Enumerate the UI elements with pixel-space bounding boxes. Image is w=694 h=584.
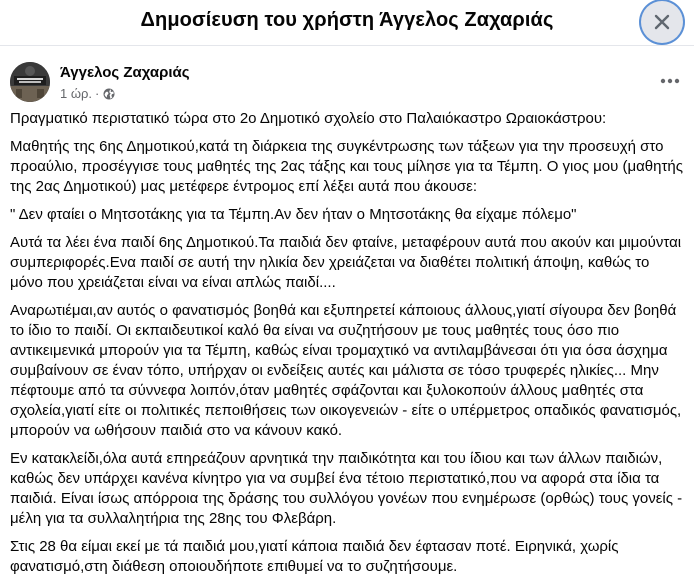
avatar[interactable] xyxy=(10,62,50,102)
post-paragraph: Στις 28 θα είμαι εκεί με τά παιδιά μου,γιατί κάποια παιδιά δεν έφτασαν ποτέ. Ειρηνικά, χωρίς φανατισμό,στη διάθεση οποιουδήποτε επιθυμεί να το συζητήσουμε. xyxy=(10,538,619,575)
close-button[interactable] xyxy=(641,1,683,43)
more-options-icon xyxy=(660,71,680,89)
post-paragraph: Μαθητής της 6ης Δημοτικού,κατά τη διάρκεια της συγκέντρωσης των τάξεων για την προσευχή στο προαύλιο, προσέγγισε τους μαθητές της 2ας τάξης και τους μίλησε για τα Τέμπη. Ο γιος μου (μαθητής της 2ας Δημοτικού) μας μετέφερε έντρομος επί λέξει αυτά που άκουσε: xyxy=(10,138,683,195)
post-paragraph: " Δεν φταίει ο Μητσοτάκης για τα Τέμπη.Αν δεν ήταν ο Μητσοτάκης θα είχαμε πόλεμο" xyxy=(10,206,577,223)
globe-icon[interactable] xyxy=(103,88,115,100)
post-timestamp[interactable]: 1 ώρ. xyxy=(60,86,92,101)
dialog-header xyxy=(0,0,694,46)
meta-separator: · xyxy=(95,86,100,101)
post-paragraph: Εν κατακλείδι,όλα αυτά επηρεάζουν αρνητικά την παιδικότητα και του ίδιου και των άλλων παιδιών, καθώς δεν υπάρχει κανένα κίνητρο για να συμβεί ένα τέτοιο περιστατικό,που να αφορά στα ίδια τα παιδιά. Είναι ίσως απόρροια της δράσης του συλλόγου γονέων που ενημέρωσε (ορθώς) τους γονείς - μέλη για τα συλλαλητήρια της 28ης του Φλεβάρη. xyxy=(10,450,683,527)
post-paragraph: Αναρωτιέμαι,αν αυτός ο φανατισμός βοηθά και εξυπηρετεί κάποιους άλλους,γιατί σίγουρα δεν βοηθά το ίδιο το παιδί. Οι εκπαιδευτικοί καλό θα είναι να συζητήσουν με τους μαθητές τους όσο πιο αντικειμενικά μπορούν για τα Τέμπη, καθώς είναι τρομαχτικό να αντιλαμβάνεσαι ότι για όσα άσχημα συμβαίνουν σε έναν τόπο, υπήρχαν οι ενδείξεις αυτές και μάλιστα σε τόσο τρυφερές ηλικίες... Μην πέφτουμε από τα σύννεφα λοιπόν,όταν μαθητές σφάζονται και ξυλοκοπούν άλλους μαθητές στα σχολεία,γιατί είτε οι πολιτικές πεποιθήσεις των οικογενειών - είτε ο υπέρμετρος οπαδικός φανατισμός, μπορούν να ωθήσουν παιδιά στο να κάνουν κακό. xyxy=(10,302,682,439)
post-header xyxy=(10,62,684,106)
close-icon xyxy=(654,14,670,30)
post-paragraph: Πραγματικό περιστατικό τώρα στο 2ο Δημοτικό σχολείο στο Παλαιόκαστρο Ωραιοκάστρου: xyxy=(10,110,607,127)
author-name[interactable]: Άγγελος Ζαχαριάς xyxy=(60,64,190,81)
dialog-title: Δημοσίευση του χρήστη Άγγελος Ζαχαριάς xyxy=(140,9,554,31)
more-options-button[interactable] xyxy=(656,70,684,90)
post-paragraph: Αυτά τα λέει ένα παιδί 6ης Δημοτικού.Τα παιδιά δεν φταίνε, μεταφέρουν αυτά που ακούν και μιμούνται συμπεριφορές.Ενα παιδί σε αυτή την ηλικία δεν χρειάζεται να διαθέτει πολιτική άποψη, καθώς το μόνο που χρειάζεται είναι να είναι απλώς παιδί.... xyxy=(10,234,682,291)
post-text xyxy=(10,109,684,584)
post-meta xyxy=(60,86,115,101)
